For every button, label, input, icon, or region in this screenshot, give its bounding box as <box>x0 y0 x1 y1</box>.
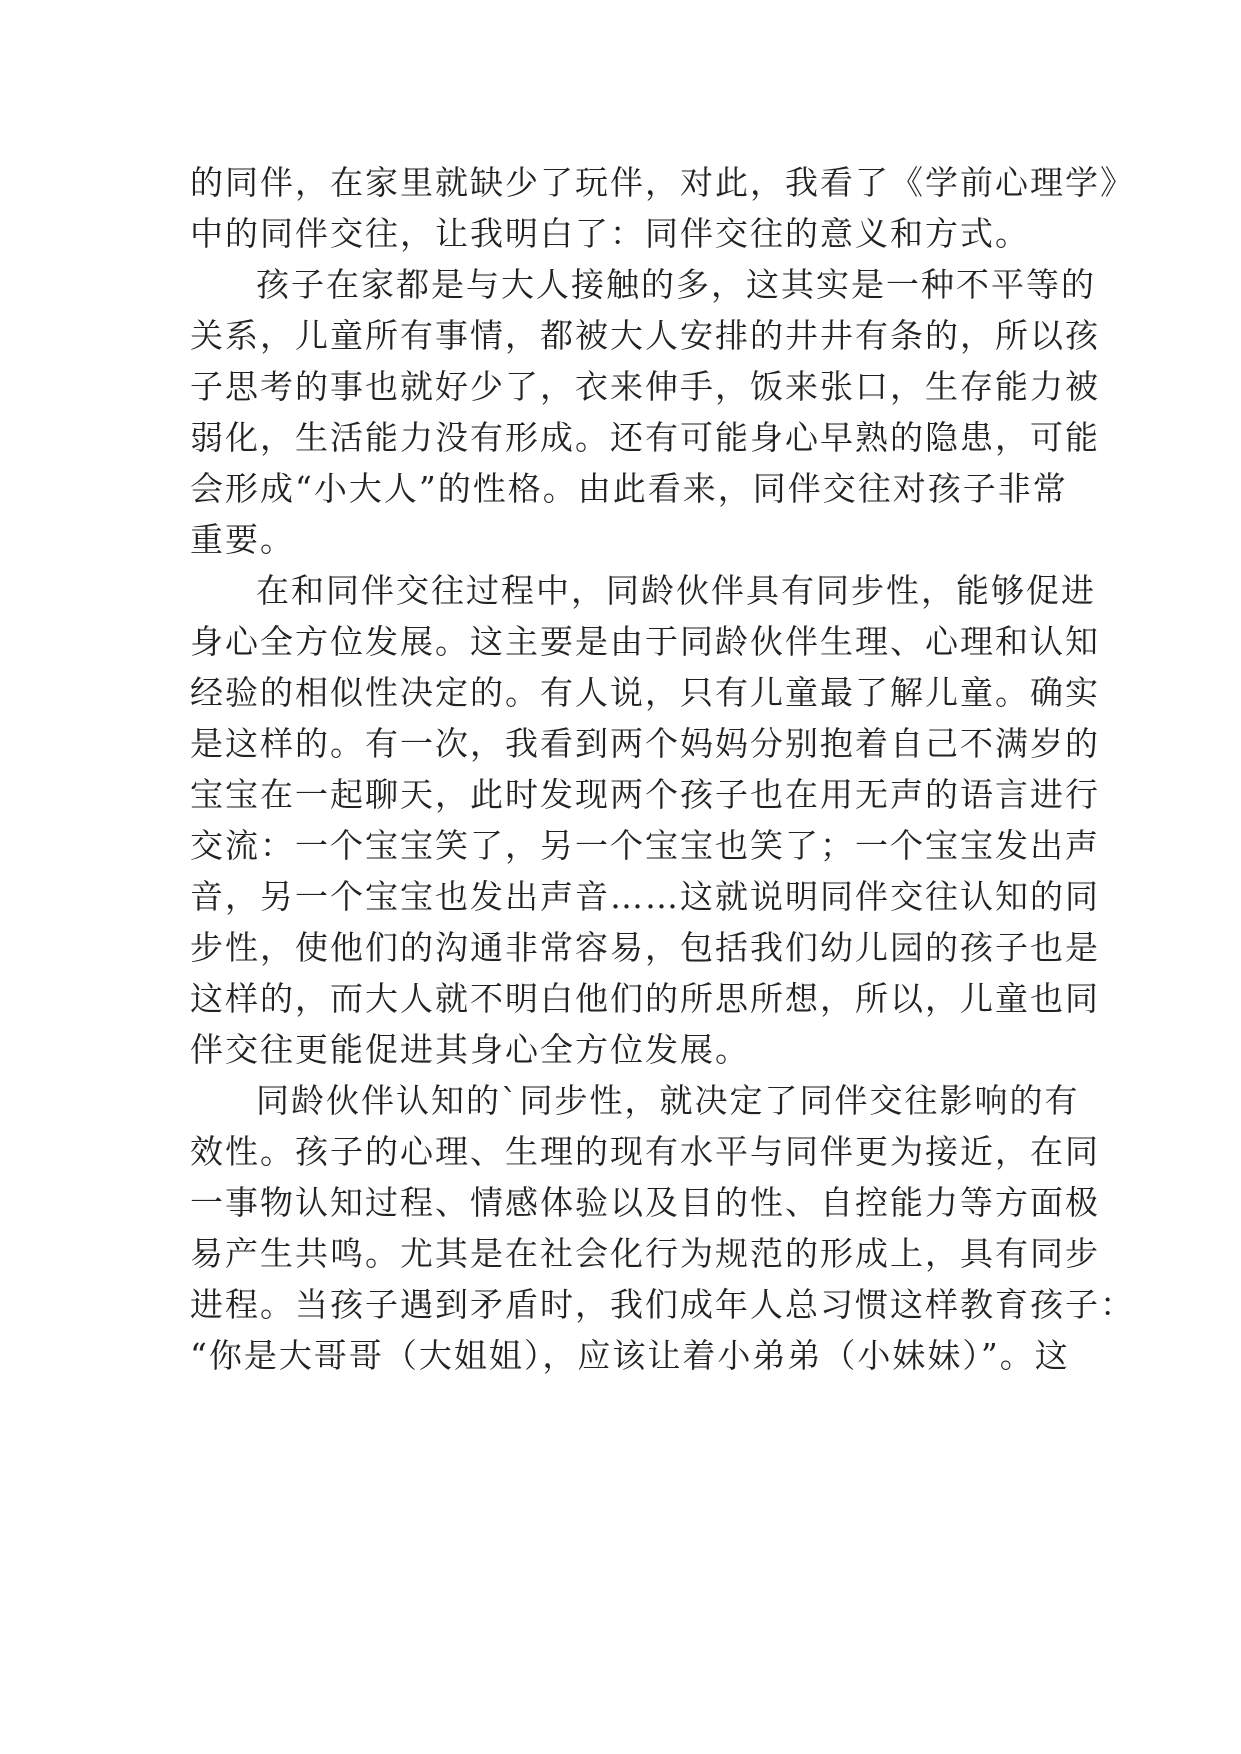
paragraph-3 <box>190 565 1100 1075</box>
paragraph-1 <box>190 157 1135 259</box>
text-line: 进程。当孩子遇到矛盾时，我们成年人总习惯这样教育孩子： <box>190 1285 1135 1324</box>
text-line: 中的同伴交往，让我明白了：同伴交往的意义和方式。 <box>190 214 1030 253</box>
text-line: 弱化，生活能力没有形成。还有可能身心早熟的隐患，可能 <box>190 418 1100 457</box>
paragraph-2 <box>190 259 1100 565</box>
text-line: 同龄伙伴认知的`同步性，就决定了同伴交往影响的有 <box>256 1081 1080 1120</box>
text-line: 子思考的事也就好少了，衣来伸手，饭来张口，生存能力被 <box>190 367 1100 406</box>
text-line: 关系，儿童所有事情，都被大人安排的井井有条的，所以孩 <box>190 316 1100 355</box>
text-line: 在和同伴交往过程中，同龄伙伴具有同步性，能够促进 <box>256 571 1096 610</box>
text-line: 这样的，而大人就不明白他们的所思所想，所以，儿童也同 <box>190 979 1100 1018</box>
text-line: “你是大哥哥（大姐姐），应该让着小弟弟（小妹妹）”。这 <box>190 1336 1070 1375</box>
text-line: 重要。 <box>190 520 295 559</box>
text-line: 孩子在家都是与大人接触的多，这其实是一种不平等的 <box>256 265 1096 304</box>
text-line: 交流：一个宝宝笑了，另一个宝宝也笑了；一个宝宝发出声 <box>190 826 1100 865</box>
text-line: 一事物认知过程、情感体验以及目的性、自控能力等方面极 <box>190 1183 1100 1222</box>
text-line: 易产生共鸣。尤其是在社会化行为规范的形成上，具有同步 <box>190 1234 1100 1273</box>
text-line: 效性。孩子的心理、生理的现有水平与同伴更为接近，在同 <box>190 1132 1100 1171</box>
text-line: 宝宝在一起聊天，此时发现两个孩子也在用无声的语言进行 <box>190 775 1100 814</box>
text-line: 经验的相似性决定的。有人说，只有儿童最了解儿童。确实 <box>190 673 1100 712</box>
text-line: 音，另一个宝宝也发出声音……这就说明同伴交往认知的同 <box>190 877 1100 916</box>
text-line: 伴交往更能促进其身心全方位发展。 <box>190 1030 750 1069</box>
text-line: 会形成“小大人”的性格。由此看来，同伴交往对孩子非常 <box>190 469 1068 508</box>
document-body <box>190 157 1135 1381</box>
text-line: 是这样的。有一次，我看到两个妈妈分别抱着自己不满岁的 <box>190 724 1100 763</box>
text-line: 的同伴，在家里就缺少了玩伴，对此，我看了《学前心理学》 <box>190 163 1135 202</box>
text-line: 步性，使他们的沟通非常容易，包括我们幼儿园的孩子也是 <box>190 928 1100 967</box>
text-line: 身心全方位发展。这主要是由于同龄伙伴生理、心理和认知 <box>190 622 1100 661</box>
paragraph-4 <box>190 1075 1135 1381</box>
